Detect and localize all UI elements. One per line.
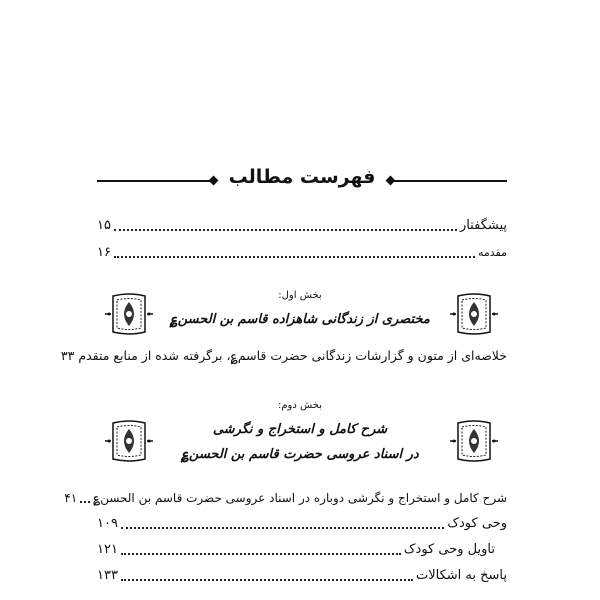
section-1-summary-entry[interactable]: خلاصه‌ای از متون و گزارشات زندگانی حضرت قاسم؏، برگرفته شده از منابع متقدم ۳۳ bbox=[60, 348, 507, 363]
toc-entry-page: ۱۲۱ bbox=[97, 542, 118, 557]
toc-entry[interactable] bbox=[97, 563, 507, 585]
toc-entry[interactable] bbox=[64, 485, 507, 507]
toc-entry[interactable] bbox=[97, 213, 507, 235]
toc-entry[interactable] bbox=[97, 240, 507, 262]
toc-entry-page: ۱۵ bbox=[97, 218, 111, 233]
dot-leader bbox=[121, 527, 444, 529]
page-title: فهرست مطالب bbox=[228, 166, 376, 188]
toc-entry-page: ۴۱ bbox=[64, 491, 78, 505]
toc-entry-label: وحی کودک bbox=[447, 516, 507, 531]
dot-leader bbox=[121, 579, 413, 581]
toc-entry-page: ۱۰۹ bbox=[97, 516, 118, 531]
dot-leader bbox=[80, 501, 90, 503]
toc-entry-label: شرح کامل و استخراج و نگرشی دوباره در اسناد عروسی حضرت قاسم بن الحسن؏ bbox=[93, 491, 507, 505]
section-2-title-line2[interactable]: در اسناد عروسی حضرت قاسم بن الحسن؏ bbox=[181, 447, 419, 462]
toc-entry-label: مقدمه bbox=[477, 246, 507, 259]
toc-heading-row bbox=[97, 166, 507, 196]
section-2-label: بخش دوم: bbox=[277, 400, 322, 411]
toc-entry-label: پاسخ به اشکالات bbox=[415, 568, 507, 583]
heading-rule-right bbox=[392, 180, 507, 182]
toc-entry-page: ۱۶ bbox=[97, 245, 111, 260]
toc-entry[interactable] bbox=[97, 511, 507, 533]
dot-leader bbox=[114, 256, 475, 258]
toc-entry[interactable] bbox=[97, 537, 507, 559]
toc-entry-label: تاویل وحی کودک bbox=[403, 542, 495, 557]
dot-leader bbox=[121, 553, 401, 555]
section-1-label: بخش اول: bbox=[278, 290, 322, 301]
section-1-title[interactable]: مختصری از زندگانی شاهزاده قاسم بن الحسن؏ bbox=[170, 312, 430, 327]
toc-entry-page: ۱۳۳ bbox=[97, 568, 118, 583]
dot-leader bbox=[114, 229, 457, 231]
toc-entry-label: پیشگفتار bbox=[459, 218, 507, 233]
section-2-title-line1[interactable]: شرح کامل و استخراج و نگرشی bbox=[212, 422, 388, 437]
